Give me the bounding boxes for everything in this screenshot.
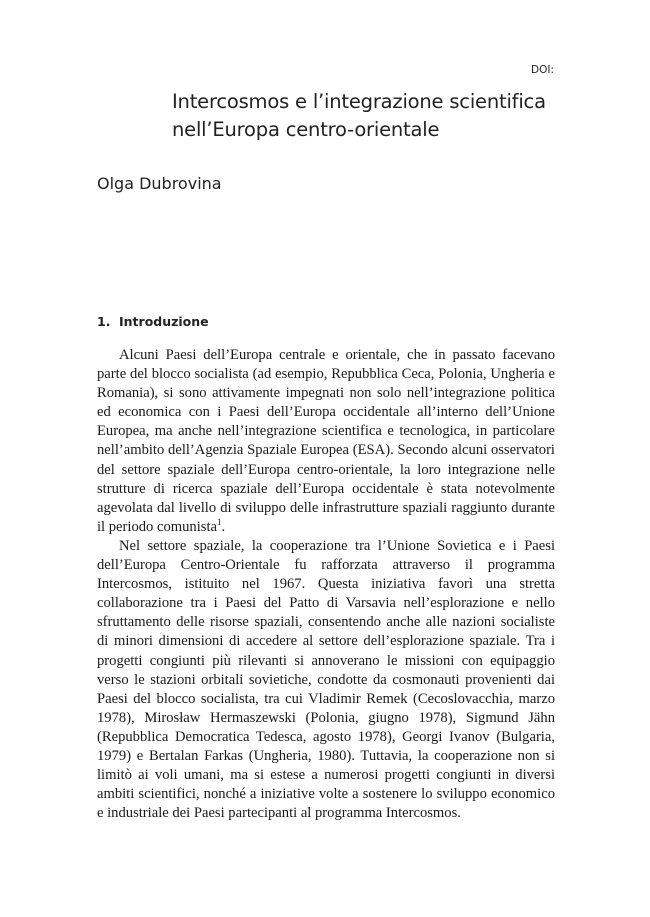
paragraph-2 <box>97 537 555 823</box>
doi-label: DOI: <box>531 64 554 76</box>
section-heading <box>97 314 209 329</box>
section-number: 1. <box>97 314 111 329</box>
article-title <box>172 88 592 144</box>
article-title-line-2: nell’Europa centro-orientale <box>172 118 440 141</box>
paragraph-1 <box>97 346 555 537</box>
section-title: Introduzione <box>119 314 209 329</box>
article-title-line-1: Intercosmos e l’integrazione scientifica <box>172 90 546 113</box>
paragraph-1-end: . <box>221 518 226 535</box>
paragraph-2-text: Nel settore spaziale, la cooperazione tra l’Unione Sovietica e i Paesi dell’Europa Centro-Orientale fu rafforzata attraverso il programma Intercosmos, istituito nel 1967. Questa iniziativa favorì una stretta collaborazione tra i Paesi del Patto di Varsavia nell’esplorazione e nello sfruttamento delle risorse spaziali, consentendo anche alle nazioni socialiste di minori dimensioni di accedere al settore dell’esplorazione spaziale. Tra i progetti congiunti più rilevanti si annoverano le missioni con equipaggio verso le stazioni orbitali sovietiche, condotte da cosmonauti provenienti dai Paesi del blocco socialista, tra cui Vladimir Remek (Cecoslovacchia, marzo 1978), Mirosław Hermaszewski (Polonia, giugno 1978), Sigmund Jähn (Repubblica Democratica Tedesca, agosto 1978), Georgi Ivanov (Bulgaria, 1979) e Bertalan Farkas (Ungheria, 1980). Tuttavia, la cooperazione non si limitò ai voli umani, ma si estese a numerosi progetti congiunti in diversi ambiti scientifici, nonché a iniziative volte a sostenere lo sviluppo economico e industriale dei Paesi partecipanti al programma Intercosmos. <box>97 537 555 822</box>
body-text <box>97 346 555 823</box>
paragraph-1-text: Alcuni Paesi dell’Europa centrale e orientale, che in passato facevano parte del blocco socialista (ad esempio, Repubblica Ceca, Polonia, Ungheria e Romania), si sono attivamente impegnati non solo nell’integrazione politica ed economica con i Paesi dell’Europa occidentale all’interno dell’Unione Europea, ma anche nell’integrazione scientifica e tecnologica, in particolare nell’ambito dell’Agenzia Spaziale Europea (ESA). Secondo alcuni osservatori del settore spaziale dell’Europa centro-orientale, la loro integrazione nelle strutture di ricerca spaziale dell’Europa occidentale è stata notevolmente agevolata dal livello di sviluppo delle infrastrutture spaziali raggiunto durante il periodo comunista <box>97 347 555 535</box>
author-name: Olga Dubrovina <box>97 174 222 193</box>
footnote-marker[interactable]: 1 <box>216 516 222 527</box>
